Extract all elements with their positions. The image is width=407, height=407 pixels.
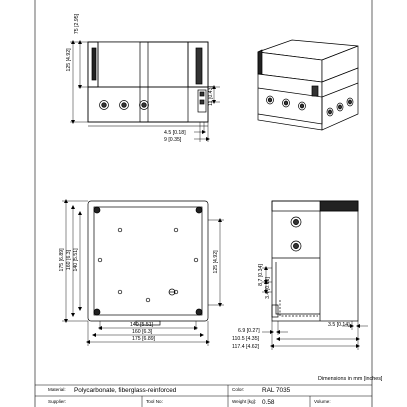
- dim-side-3-4: 3.4 [0.13]: [265, 277, 271, 299]
- side-view-height-dimensions: [70, 42, 88, 122]
- dim-height-125: 125 [4.92]: [66, 48, 72, 72]
- dim-4-5: 4.5 [0.18]: [164, 130, 186, 136]
- end-side-view: [272, 201, 358, 321]
- dim-front-125: 125 [4.92]: [213, 250, 219, 274]
- color-label: Color:: [232, 387, 245, 392]
- dim-height-75: 75 [2.95]: [74, 13, 80, 35]
- weight-value: 0.58: [262, 399, 275, 406]
- dim-side-110-5: 110.5 [4.35]: [232, 336, 260, 342]
- side-elevation-view: [88, 42, 208, 126]
- dim-front-160: 160 [6.3]: [66, 249, 72, 271]
- dim-side-3-5: 3.5 [0.14]: [328, 322, 350, 328]
- color-value: RAL 7035: [262, 387, 291, 394]
- volume-label: Volume:: [314, 399, 331, 404]
- dimensions-note: Dimensions in mm [inches]: [318, 376, 383, 382]
- isometric-view: [258, 40, 358, 130]
- supplier-label: Supplier:: [48, 399, 67, 404]
- material-label: Material:: [48, 387, 66, 392]
- dim-front-w140: 140 [5.51]: [130, 322, 154, 328]
- dim-front-140: 140 [5.51]: [73, 248, 79, 272]
- dim-11: 11 [0.43]: [208, 86, 214, 106]
- dim-side-8-7: 8.7 [0.34]: [258, 264, 264, 286]
- dim-9: 9 [0.35]: [164, 137, 182, 143]
- front-view: [88, 201, 208, 325]
- dim-front-w160: 160 [6.3]: [132, 329, 153, 335]
- material-value: Polycarbonate, fiberglass-reinforced: [74, 387, 177, 394]
- dim-front-w175: 175 [6.89]: [132, 336, 156, 342]
- dim-side-117-4: 117.4 [4.62]: [232, 344, 260, 350]
- dim-front-175: 175 [6.89]: [59, 248, 65, 272]
- dim-4-5-and-9-lines: [194, 122, 208, 142]
- dim-side-6-9: 6.9 [0.27]: [238, 328, 260, 334]
- tool-no-label: Tool No:: [146, 399, 163, 404]
- weight-label: Weight [kg]:: [232, 399, 257, 404]
- front-view-vertical-dimension-lines: [62, 201, 224, 321]
